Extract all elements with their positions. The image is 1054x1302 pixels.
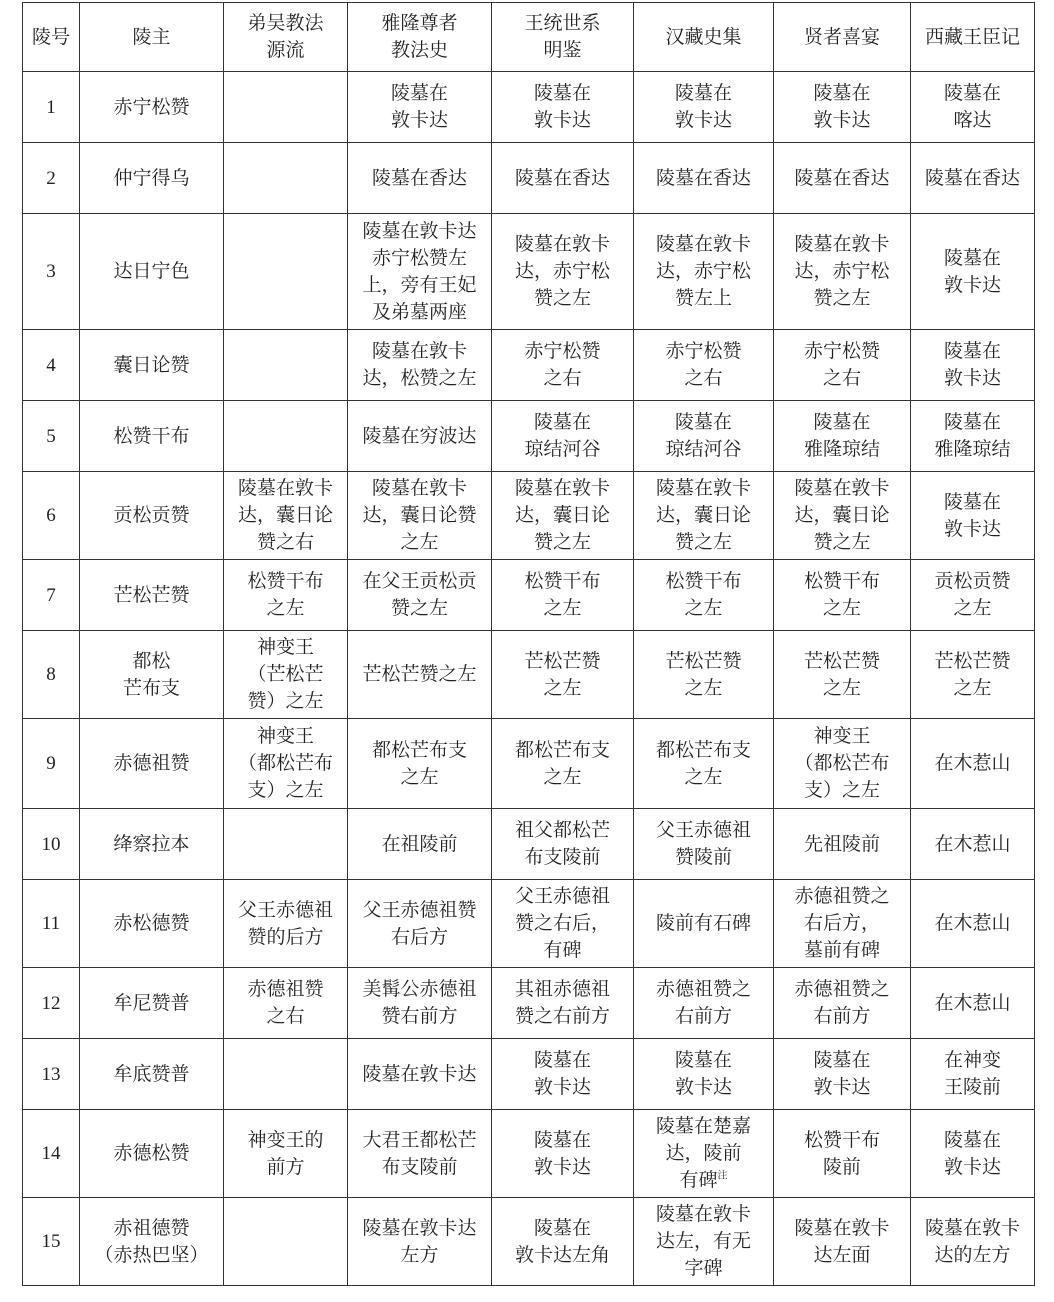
- cell-source-1: 父王赤德祖 赞的后方: [224, 880, 348, 968]
- table-row: [23, 72, 1035, 143]
- cell-source-3: 都松芒布支 之左: [492, 719, 634, 809]
- cell-source-6: 陵墓在 雅隆琼结: [911, 401, 1035, 472]
- cell-source-1: 松赞干布 之左: [224, 560, 348, 631]
- cell-source-4: 松赞干布 之左: [634, 560, 774, 631]
- table-row: [23, 1039, 1035, 1110]
- cell-source-3: 陵墓在香达: [492, 143, 634, 214]
- cell-source-3: 陵墓在敦卡 达，赤宁松 赞之左: [492, 214, 634, 330]
- tomb-number: 12: [23, 968, 80, 1039]
- cell-source-2: 芒松芒赞之左: [348, 631, 492, 719]
- cell-source-3: 赤宁松赞 之右: [492, 330, 634, 401]
- cell-source-2: 陵墓在敦卡达: [348, 1039, 492, 1110]
- cell-source-5: 先祖陵前: [774, 809, 911, 880]
- footnote-mark: 注: [717, 1170, 728, 1182]
- cell-source-4: 陵墓在 敦卡达: [634, 72, 774, 143]
- cell-source-2: 美髯公赤德祖 赞右前方: [348, 968, 492, 1039]
- tomb-number: 13: [23, 1039, 80, 1110]
- cell-source-2: 都松芒布支 之左: [348, 719, 492, 809]
- cell-source-5: 神变王 （都松芒布 支）之左: [774, 719, 911, 809]
- cell-source-1: 陵墓在敦卡 达，囊日论 赞之右: [224, 472, 348, 560]
- tomb-number: 2: [23, 143, 80, 214]
- tomb-lord: 赤宁松赞: [80, 72, 224, 143]
- cell-source-4: 陵墓在敦卡 达，囊日论 赞之左: [634, 472, 774, 560]
- cell-source-4: 陵墓在香达: [634, 143, 774, 214]
- cell-source-6: 芒松芒赞 之左: [911, 631, 1035, 719]
- tomb-lord: 赤松德赞: [80, 880, 224, 968]
- cell-source-1: [224, 72, 348, 143]
- cell-source-2: 陵墓在香达: [348, 143, 492, 214]
- table-row: [23, 330, 1035, 401]
- tomb-comparison-table: [22, 2, 1035, 1286]
- cell-source-4: 赤宁松赞 之右: [634, 330, 774, 401]
- tomb-lord: 贡松贡赞: [80, 472, 224, 560]
- table-row: [23, 1110, 1035, 1198]
- cell-text: 陵墓在楚嘉 达，陵前 有碑: [655, 1115, 751, 1191]
- cell-source-1: [224, 1198, 348, 1286]
- tomb-number: 15: [23, 1198, 80, 1286]
- cell-source-4: [634, 1110, 774, 1198]
- cell-source-1: [224, 143, 348, 214]
- tomb-number: 3: [23, 214, 80, 330]
- cell-source-4: 陵墓在 敦卡达: [634, 1039, 774, 1110]
- header-source-2: 雅隆尊者 教法史: [348, 3, 492, 72]
- cell-source-6: 陵墓在 喀达: [911, 72, 1035, 143]
- header-source-4: 汉藏史集: [634, 3, 774, 72]
- tomb-lord: 赤祖德赞 （赤热巴坚）: [80, 1198, 224, 1286]
- cell-source-2: 陵墓在穷波达: [348, 401, 492, 472]
- cell-source-3: 陵墓在 琼结河谷: [492, 401, 634, 472]
- tomb-lord: 芒松芒赞: [80, 560, 224, 631]
- tomb-number: 1: [23, 72, 80, 143]
- cell-source-6: 陵墓在香达: [911, 143, 1035, 214]
- tomb-number: 6: [23, 472, 80, 560]
- header-tomb-no: 陵号: [23, 3, 80, 72]
- cell-source-2: 在父王贡松贡 赞之左: [348, 560, 492, 631]
- table-row: [23, 214, 1035, 330]
- tomb-number: 7: [23, 560, 80, 631]
- cell-source-6: 陵墓在 敦卡达: [911, 214, 1035, 330]
- cell-source-4: 陵前有石碑: [634, 880, 774, 968]
- cell-source-3: 祖父都松芒 布支陵前: [492, 809, 634, 880]
- cell-source-3: 芒松芒赞 之左: [492, 631, 634, 719]
- cell-source-6: 在神变 王陵前: [911, 1039, 1035, 1110]
- tomb-number: 14: [23, 1110, 80, 1198]
- cell-source-2: 在祖陵前: [348, 809, 492, 880]
- cell-source-6: 贡松贡赞 之左: [911, 560, 1035, 631]
- cell-source-6: 陵墓在 敦卡达: [911, 472, 1035, 560]
- cell-source-1: 神变王的 前方: [224, 1110, 348, 1198]
- cell-source-6: 在木惹山: [911, 880, 1035, 968]
- cell-source-2: 陵墓在敦卡 达，松赞之左: [348, 330, 492, 401]
- cell-source-2: 大君王都松芒 布支陵前: [348, 1110, 492, 1198]
- cell-source-5: 陵墓在 敦卡达: [774, 72, 911, 143]
- cell-source-2: 陵墓在敦卡达 左方: [348, 1198, 492, 1286]
- tomb-lord: 牟尼赞普: [80, 968, 224, 1039]
- header-source-6: 西藏王臣记: [911, 3, 1035, 72]
- cell-source-3: 陵墓在 敦卡达: [492, 1039, 634, 1110]
- tomb-lord: 都松 芒布支: [80, 631, 224, 719]
- header-source-3: 王统世系 明鉴: [492, 3, 634, 72]
- table-row: [23, 809, 1035, 880]
- cell-source-4: 赤德祖赞之 右前方: [634, 968, 774, 1039]
- table-row: [23, 143, 1035, 214]
- cell-source-5: 赤德祖赞之 右前方: [774, 968, 911, 1039]
- cell-source-1: [224, 1039, 348, 1110]
- header-source-5: 贤者喜宴: [774, 3, 911, 72]
- cell-source-1: [224, 401, 348, 472]
- cell-source-1: 赤德祖赞 之右: [224, 968, 348, 1039]
- cell-source-5: 陵墓在香达: [774, 143, 911, 214]
- cell-source-3: 其祖赤德祖 赞之右前方: [492, 968, 634, 1039]
- cell-source-1: [224, 330, 348, 401]
- tomb-lord: 达日宁色: [80, 214, 224, 330]
- cell-source-5: 陵墓在 雅隆琼结: [774, 401, 911, 472]
- tomb-lord: 赤德松赞: [80, 1110, 224, 1198]
- cell-source-1: 神变王 （芒松芒 赞）之左: [224, 631, 348, 719]
- tomb-lord: 松赞干布: [80, 401, 224, 472]
- cell-source-5: 松赞干布 陵前: [774, 1110, 911, 1198]
- table-row: [23, 560, 1035, 631]
- cell-source-4: 父王赤德祖 赞陵前: [634, 809, 774, 880]
- cell-source-2: 父王赤德祖赞 右后方: [348, 880, 492, 968]
- header-row: [23, 3, 1035, 72]
- cell-source-5: 赤宁松赞 之右: [774, 330, 911, 401]
- tomb-table-wrapper: [22, 2, 1035, 1286]
- table-row: [23, 719, 1035, 809]
- table-row: [23, 631, 1035, 719]
- cell-source-3: 松赞干布 之左: [492, 560, 634, 631]
- table-row: [23, 968, 1035, 1039]
- tomb-lord: 赤德祖赞: [80, 719, 224, 809]
- cell-source-3: 陵墓在敦卡 达，囊日论 赞之左: [492, 472, 634, 560]
- tomb-lord: 牟底赞普: [80, 1039, 224, 1110]
- tomb-number: 10: [23, 809, 80, 880]
- table-row: [23, 401, 1035, 472]
- cell-source-1: 神变王 （都松芒布 支）之左: [224, 719, 348, 809]
- cell-source-3: 陵墓在 敦卡达: [492, 1110, 634, 1198]
- cell-source-6: 在木惹山: [911, 809, 1035, 880]
- cell-source-4: 芒松芒赞 之左: [634, 631, 774, 719]
- tomb-lord: 仲宁得乌: [80, 143, 224, 214]
- cell-source-2: 陵墓在敦卡达 赤宁松赞左 上，旁有王妃 及弟墓两座: [348, 214, 492, 330]
- cell-source-5: 陵墓在敦卡 达，囊日论 赞之左: [774, 472, 911, 560]
- cell-source-4: 陵墓在敦卡 达左，有无 字碑: [634, 1198, 774, 1286]
- cell-source-3: 父王赤德祖 赞之右后， 有碑: [492, 880, 634, 968]
- tomb-number: 11: [23, 880, 80, 968]
- cell-source-6: 陵墓在 敦卡达: [911, 330, 1035, 401]
- table-row: [23, 1198, 1035, 1286]
- cell-source-5: 芒松芒赞 之左: [774, 631, 911, 719]
- table-row: [23, 880, 1035, 968]
- cell-source-3: 陵墓在 敦卡达左角: [492, 1198, 634, 1286]
- cell-source-5: 陵墓在敦卡 达，赤宁松 赞之左: [774, 214, 911, 330]
- cell-source-6: 陵墓在 敦卡达: [911, 1110, 1035, 1198]
- cell-source-1: [224, 809, 348, 880]
- tomb-number: 4: [23, 330, 80, 401]
- tomb-number: 8: [23, 631, 80, 719]
- cell-source-1: [224, 214, 348, 330]
- cell-source-4: 陵墓在敦卡 达，赤宁松 赞左上: [634, 214, 774, 330]
- header-source-1: 弟吴教法 源流: [224, 3, 348, 72]
- cell-source-4: 都松芒布支 之左: [634, 719, 774, 809]
- cell-source-5: 赤德祖赞之 右后方， 墓前有碑: [774, 880, 911, 968]
- tomb-number: 5: [23, 401, 80, 472]
- table-row: [23, 472, 1035, 560]
- cell-source-6: 在木惹山: [911, 968, 1035, 1039]
- cell-source-4: 陵墓在 琼结河谷: [634, 401, 774, 472]
- tomb-lord: 绛察拉本: [80, 809, 224, 880]
- cell-source-6: 陵墓在敦卡 达的左方: [911, 1198, 1035, 1286]
- cell-source-5: 陵墓在 敦卡达: [774, 1039, 911, 1110]
- cell-source-5: 陵墓在敦卡 达左面: [774, 1198, 911, 1286]
- tomb-lord: 囊日论赞: [80, 330, 224, 401]
- cell-source-6: 在木惹山: [911, 719, 1035, 809]
- cell-source-5: 松赞干布 之左: [774, 560, 911, 631]
- cell-source-2: 陵墓在敦卡 达，囊日论赞 之左: [348, 472, 492, 560]
- cell-source-3: 陵墓在 敦卡达: [492, 72, 634, 143]
- header-tomb-lord: 陵主: [80, 3, 224, 72]
- cell-source-2: 陵墓在 敦卡达: [348, 72, 492, 143]
- tomb-number: 9: [23, 719, 80, 809]
